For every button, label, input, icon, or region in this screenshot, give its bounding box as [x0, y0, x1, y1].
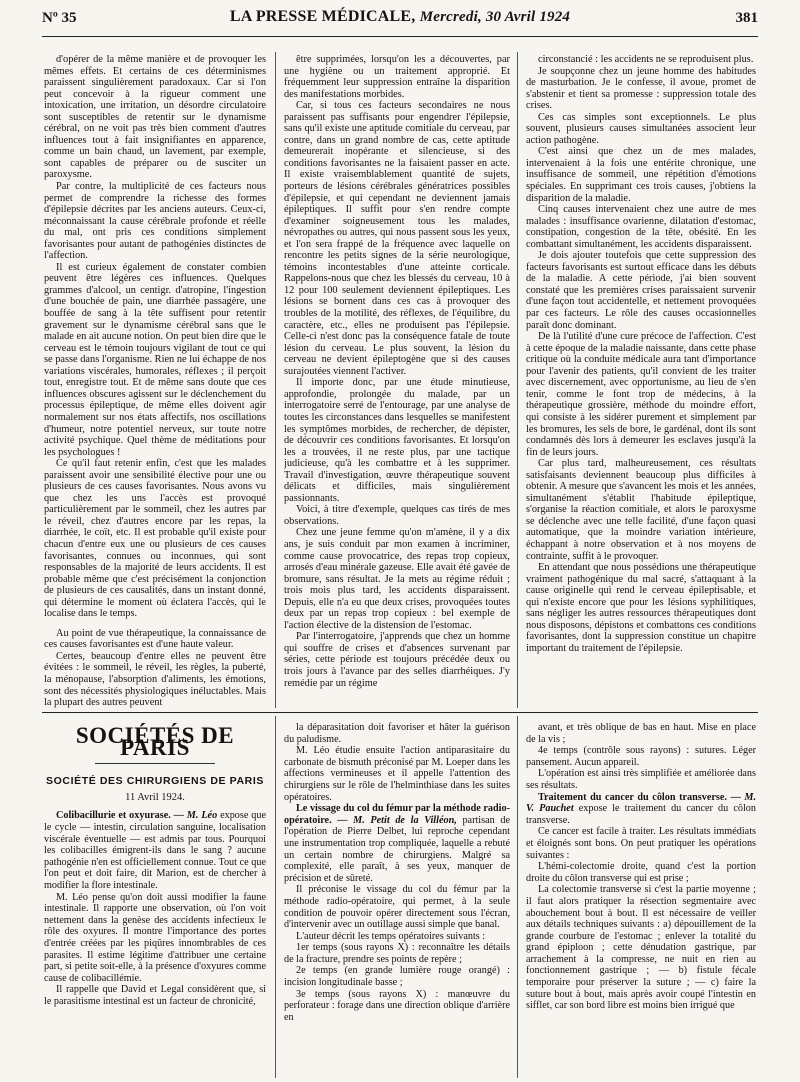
header-rule	[42, 36, 758, 37]
item-text: L'auteur décrit les temps opératoires suivants :	[296, 930, 486, 942]
journal-title: LA PRESSE MÉDICALE,	[229, 8, 416, 25]
paragraph: Certes, beaucoup d'entre elles ne peuvent être évitées : le sommeil, le réveil, les règles, la puberté, la ménopause, l'absorption d'aliments, les émotions, sont des nécessités physiologiques inéluctables. Mais la plupart des autres peuvent	[44, 650, 266, 708]
societes-column-2	[284, 722, 510, 1078]
column-divider	[275, 716, 276, 1078]
item-text: Ce cancer est facile à traiter. Les résultats immédiats et éloignés sont bons. On peut pratiquer les opérations suivantes :	[526, 826, 756, 861]
item-text: expose le traitement du cancer du côlon transverse.	[526, 803, 756, 826]
paragraph: Au point de vue thérapeutique, la connaissance de ces causes favorisantes est d'une haute valeur.	[44, 627, 266, 651]
paragraph: être supprimées, lorsqu'on les a découvertes, par une hygiène ou un traitement approprié. Et fréquemment leur suppression entraîne la disparition des manifestations morbides.	[284, 54, 510, 100]
item-text: 4e temps (contrôle sous rayons) : sutures. Léger pansement. Aucun appareil.	[526, 745, 756, 768]
paragraph	[284, 884, 510, 930]
societes-column-3	[526, 722, 756, 1078]
paragraph	[44, 892, 266, 985]
paragraph: Il est curieux également de constater combien peuvent être légères ces influences. Quelques grammes d'alcool, un centigr. d'atropine, l'ingestion d'une bouchée de pain, une diarrhée passagère, une bouffée de sang à la tête suffisent pour retentir gravement sur le dynamisme cérébral sans que le malade en ait aucune notion. On peut bien dire que le cerveau est le témoin toujours vigilant de tout ce qui se passe dans l'organisme. Rien ne lui échappe de nos variations viscérales, humorales, réflexes ; il perçoit tout, enregistre tout. Et de même sans doute que ces influences obscures agissent sur le déclenchement du processus épileptique, de même elles doivent agir normalement sur nos états affectifs, nos oscillations d'humeur, notre potentiel nerveux, sur toute notre activité psychique. Quel thème de méditations pour les psychologues !	[44, 261, 266, 458]
paragraph	[526, 768, 756, 791]
paragraph	[284, 803, 510, 884]
paragraph: En attendant que nous possédions une thérapeutique vraiment pathogénique du mal sacré, s'attaquant à la cause originelle qui rend le cerveau épileptisable, et qui n'existe encore que pour les lésions syphilitiques, sans négliger les autres ressources thérapeutiques dont nous disposons, dépistons et combattons ces conditions favorisantes, dont la suppression constitue un chapitre important du traitement de l'épilepsie.	[526, 562, 756, 654]
article-column-1	[44, 54, 266, 708]
item-text: partisan de l'opération de Pierre Delbet, lui reproche cependant une instrumentation trop compliquée, laquelle a rebuté un certain nombre de chirurgiens. Malgré sa complexité, elle paraît, à ses yeux, manquer de précision et de sûreté.	[284, 814, 510, 884]
societes-text-1	[44, 810, 266, 1007]
item-text: expose que le cycle — intestin, circulation sanguine, localisation viscérale éventuelle — est admis par tous. Pourquoi les colibacilles émigrent-ils dans le sang ? aucune pathogénie n'en est officiellement connue. Tout ce que l'on peut et doit faire, dit Marion, est de chercher à modifier la flore intestinale.	[44, 810, 266, 891]
title-rule	[95, 763, 215, 764]
paragraph	[284, 965, 510, 988]
paragraph: Par contre, la multiplicité de ces facteurs nous permet de comprendre la richesse des formes d'épilepsie décrites par les anciens auteurs. Ceux-ci, méconnaissant la cause cérébrale profonde et réelle du mal, ont pris ces conditions simplement favorisantes pour autant de pathogénies distinctes de l'affection.	[44, 181, 266, 262]
paragraph: Ce qu'il faut retenir enfin, c'est que les malades paraissent avoir une sensibilité élective pour une ou plusieurs de ces causes favorisantes. Nous avons vu que chez les uns l'accès est provoqué particulièrement par le sommeil, chez les autres par le réveil, chez d'autres encore par les repas, la diarrhée, le coït, etc. Il est probable qu'il existe pour chacun d'entre eux une ou plusieurs de ces causes favorisantes, connues ou inconnues, qui sont responsables de la majorité de leurs accidents. Il est probable même que c'est précisément la conjonction de plusieurs de ces causalités, dans un instant donné, qui détermine le moment où éclatera l'accès, qui le localise dans le temps.	[44, 458, 266, 620]
article-column-2	[284, 54, 510, 704]
paragraph: circonstancié : les accidents ne se reproduisent plus.	[538, 54, 754, 65]
item-heading: Colibacillurie et oxyurase. —	[56, 810, 187, 822]
page-number: 381	[735, 10, 758, 26]
paragraph	[44, 810, 266, 891]
paragraph	[526, 861, 756, 884]
author-name: M. V. Pauchet	[526, 791, 756, 815]
item-text: la déparasitation doit favoriser et hâter la guérison du paludisme.	[284, 722, 510, 745]
society-name: SOCIÉTÉ DES CHIRURGIENS DE PARIS	[46, 775, 264, 788]
author-name: M. Petit de la Villéon,	[353, 814, 457, 826]
paragraph	[284, 745, 510, 803]
paragraph: Je soupçonne chez un jeune homme des habitudes de masturbation. Je le confesse, il avoue, promet de s'abstenir et tient sa promesse : suppression totale des crises.	[526, 65, 756, 112]
item-text: La colectomie transverse si c'est la partie moyenne ; il faut alors pratiquer la résection segmentaire avec abouchement bout à bout. Il est nécessaire de veiller aux détails techniques suivants : a) dépouillement de la grande courbure de l'estomac ; enlever la totalité du grand épiploon ; cette dénudation gastrique, par arrachement à la compresse, ne nuit en rien au fonctionnement gastrique ; — b) fistule fécale temporaire pour préserver la suture ; — c) faire la suture bout à bout, mais après avoir coupé l'intestin en sifflet, car son bord libre est moins bien irrigué que	[526, 884, 756, 1012]
item-text: 2e temps (en grande lumière rouge orangé) : incision longitudinale basse ;	[284, 965, 510, 989]
column-divider	[517, 716, 518, 1078]
paragraph	[526, 745, 756, 768]
paragraph: Car, si tous ces facteurs secondaires ne nous paraissent pas suffisants pour engendrer l'épilepsie, sans qu'il existe une aptitude comitiale du cerveau, par contre, dans un grand nombre de cas, cette aptitude demeurerait inopérante et silencieuse, si des conditions favorisantes ne la faisaient passer en acte. Il existe vraisemblablement quantité de sujets, porteurs de lésions cérébrales génératrices possibles d'épilepsie, et qui cependant ne deviennent jamais épileptiques. Il suffit pour s'en rendre compte d'examiner soigneusement tous les malades, névropathes ou autres, qui nous passent sous les yeux, et l'on sera frappé de la fréquence avec laquelle on rencontre les petits signes de la série neurologique, témoins incontestables d'une atteinte corticale. Rappelons-nous que chez les blessés du cerveau, 10 à 12 pour 100 seulement deviennent épileptiques. Les lésions se bornent dans ces cas à provoquer des troubles de la motilité, des réflexes, de l'équilibre, du caractère, etc., elles ne produisent pas l'épilepsie. Celle-ci n'est donc pas la conséquence fatale de toute lésion du cerveau. Le plus souvent, la lésion du cerveau ne devient épileptogène que si des causes surajoutées viennent l'activer.	[284, 100, 510, 377]
paragraph: Par l'interrogatoire, j'apprends que chez un homme qui souffre de crises et d'absences survenant par séries, cette période est toujours précédée deux ou trois jours à l'avance par des selles diarrhéiques. J'y remédie par un régime	[284, 631, 510, 689]
issue-number: Nº 35	[42, 10, 77, 26]
session-date: 11 Avril 1924.	[125, 791, 185, 803]
paragraph	[526, 792, 756, 827]
paragraph: Car plus tard, malheureusement, ces résultats satisfaisants deviennent beaucoup plus difficiles à obtenir. A mesure que s'avancent les mois et les années, simultanément s'établit l'habitude épileptique, s'organise la réaction comitiale, et alors le paroxysme se déclenche avec une telle facilité, d'une façon quasi automatique, que la moindre variation intérieure, échappant à notre observation et à nos moyens de contrainte, suffit à le provoquer.	[526, 458, 756, 562]
paragraph	[284, 931, 510, 943]
paragraph: Cinq causes intervenaient chez une autre de mes malades : insuffisance ovarienne, dilatation d'estomac, constipation, congestion de la tête, obésité. En les combattant simultanément, les accidents disparaissent.	[526, 204, 756, 250]
paragraph: Voici, à titre d'exemple, quelques cas tirés de mes observations.	[284, 504, 510, 527]
item-heading: Traitement du cancer du côlon transverse. —	[538, 791, 745, 803]
paragraph: Chez une jeune femme qu'on m'amène, il y a dix ans, je suis conduit par mon examen à incriminer, comme cause provocatrice, des repas trop copieux, arrosés d'eau minérale gazeuse. Elle avait été gavée de bromure, sans résultat. Je la mets au régime réduit ; trois mois plus tard, les accidents disparaissent. Depuis, elle n'a eu que deux crises, provoquées toutes deux par un repas trop copieux : bel exemple de l'action élective de la distension de l'estomac.	[284, 527, 510, 631]
item-text: M. Léo pense qu'on doit aussi modifier la faune intestinale. Il rapporte une observation, où l'on voit nettement dans la genèse des accidents infectieux le rôle des oxyures. Il montre l'importance des portes d'entrée créées par les piqûres innombrables de ces parasites. Il estime légitime d'attribuer une certaine part, si petite soit-elle, à la présence d'oxyures comme cause de colibacillémie.	[44, 891, 266, 984]
paragraph	[284, 722, 510, 745]
author-name: M. Léo	[186, 810, 218, 822]
paragraph	[284, 942, 510, 965]
item-text: L'opération est ainsi très simplifiée et améliorée dans ses résultats.	[526, 768, 756, 791]
paragraph: C'est ainsi que chez un de mes malades, intervenaient à la fois une entérite chronique, une insuffisance de sommeil, une répétition d'émotions spéciales. En supprimant ces trois causes, j'obtiens la disparition de la maladie.	[526, 146, 756, 204]
item-text: 1er temps (sous rayons X) : reconnaître les détails de la fracture, prendre ses points de repère ;	[284, 942, 510, 965]
societes-column-1	[44, 722, 266, 1078]
section-title: SOCIÉTÉS DE PARIS	[75, 723, 235, 760]
paragraph: d'opérer de la même manière et de provoquer les mêmes effets. Et certains de ces déterminismes paraissent singulièrement paradoxaux. Car si l'on peut concevoir à la rigueur comment une intoxication, une irritation, un désordre circulatoire sont susceptibles de retentir sur le dynamisme cérébral, on ne voit pas très bien comment d'autres influences tout à fait insignifiantes en apparence, comme un bain chaud, un lavement, par exemple, sont capables de préparer ou de susciter un paroxysme.	[44, 54, 266, 181]
paragraph: Il importe donc, par une étude minutieuse, approfondie, prolongée du malade, par un interrogatoire serré de l'entourage, par une analyse de toutes les circonstances dans lesquelles se manifestent les symptômes morbides, de rechercher, de dépister, de découvrir ces conditions favorisantes. Et lorsqu'on les a trouvées, il ne reste plus, par une tactique judicieuse, qu'à les combattre et à les supprimer. Travail d'investigation, œuvre thérapeutique souvent délicats et difficiles, mais singulièrement passionnants.	[284, 377, 510, 504]
issue-date: Mercredi, 30 Avril 1924	[419, 9, 571, 25]
column-divider	[275, 52, 276, 708]
paragraph: De là l'utilité d'une cure précoce de l'affection. C'est à cette époque de la maladie naissante, dans cette phase critique où la conduite médicale aura tant d'importance pour l'avenir des patients, qu'il convient de les traiter avec discernement, avec opportunisme, au lieu de s'en tenir, comme le font trop de médecins, à la thérapeutique grossière, méthode du moindre effort, qui consiste à les sidérer purement et simplement par les bromures, les sels de bore, le gardénal, dont ils sont condamnés dès lors à demeurer les esclaves jusqu'à la fin de leurs jours.	[526, 331, 756, 458]
paragraph	[284, 989, 510, 1024]
item-heading: Le vissage du col du fémur par la méthode radio-opératoire. —	[284, 803, 510, 826]
page-header	[42, 8, 758, 30]
section-rule	[42, 712, 758, 713]
article-column-3	[526, 54, 756, 702]
paragraph	[526, 722, 756, 745]
item-text: L'hémi-colectomie droite, quand c'est la portion droite du côlon transverse qui est prise ;	[526, 861, 756, 884]
paragraph	[44, 984, 266, 1007]
masthead	[42, 8, 758, 26]
item-text: M. Léo étudie ensuite l'action antiparasitaire du carbonate de bismuth préconisé par M. Loeper dans les affections vermineuses et il appelle l'attention des chirurgiens sur le rôle de l'helminthiase dans les suites opératoires.	[284, 745, 510, 803]
item-text: 3e temps (sous rayons X) : manœuvre du perforateur : forage dans une direction oblique d'arrière en	[284, 988, 510, 1023]
column-divider	[517, 52, 518, 708]
paragraph: Ces cas simples sont exceptionnels. Le plus souvent, plusieurs causes simultanées associent leur action pathogène.	[526, 111, 756, 146]
item-text: Il rappelle que David et Legal considèrent que, si le parasitisme intestinal est un facteur de chronicité,	[44, 984, 266, 1007]
paragraph	[526, 826, 756, 861]
paragraph: Je dois ajouter toutefois que cette suppression des facteurs favorisants est surtout efficace dans les débuts de la maladie. A cette période, j'ai bien souvent constaté que les premières crises paraissaient survenir d'une façon tout accidentelle, et nettement provoquées par ces facteurs. Le rôle des causes occasionnelles paraît donc dominant.	[526, 250, 756, 331]
item-text: Il préconise le vissage du col du fémur par la méthode radio-opératoire, qui permet, à la seule condition de pouvoir opérer directement sous l'écran, d'intervenir avec un outillage aussi simple que banal.	[284, 884, 510, 931]
paragraph	[526, 884, 756, 1012]
item-text: avant, et très oblique de bas en haut. Mise en place de la vis ;	[526, 722, 756, 745]
